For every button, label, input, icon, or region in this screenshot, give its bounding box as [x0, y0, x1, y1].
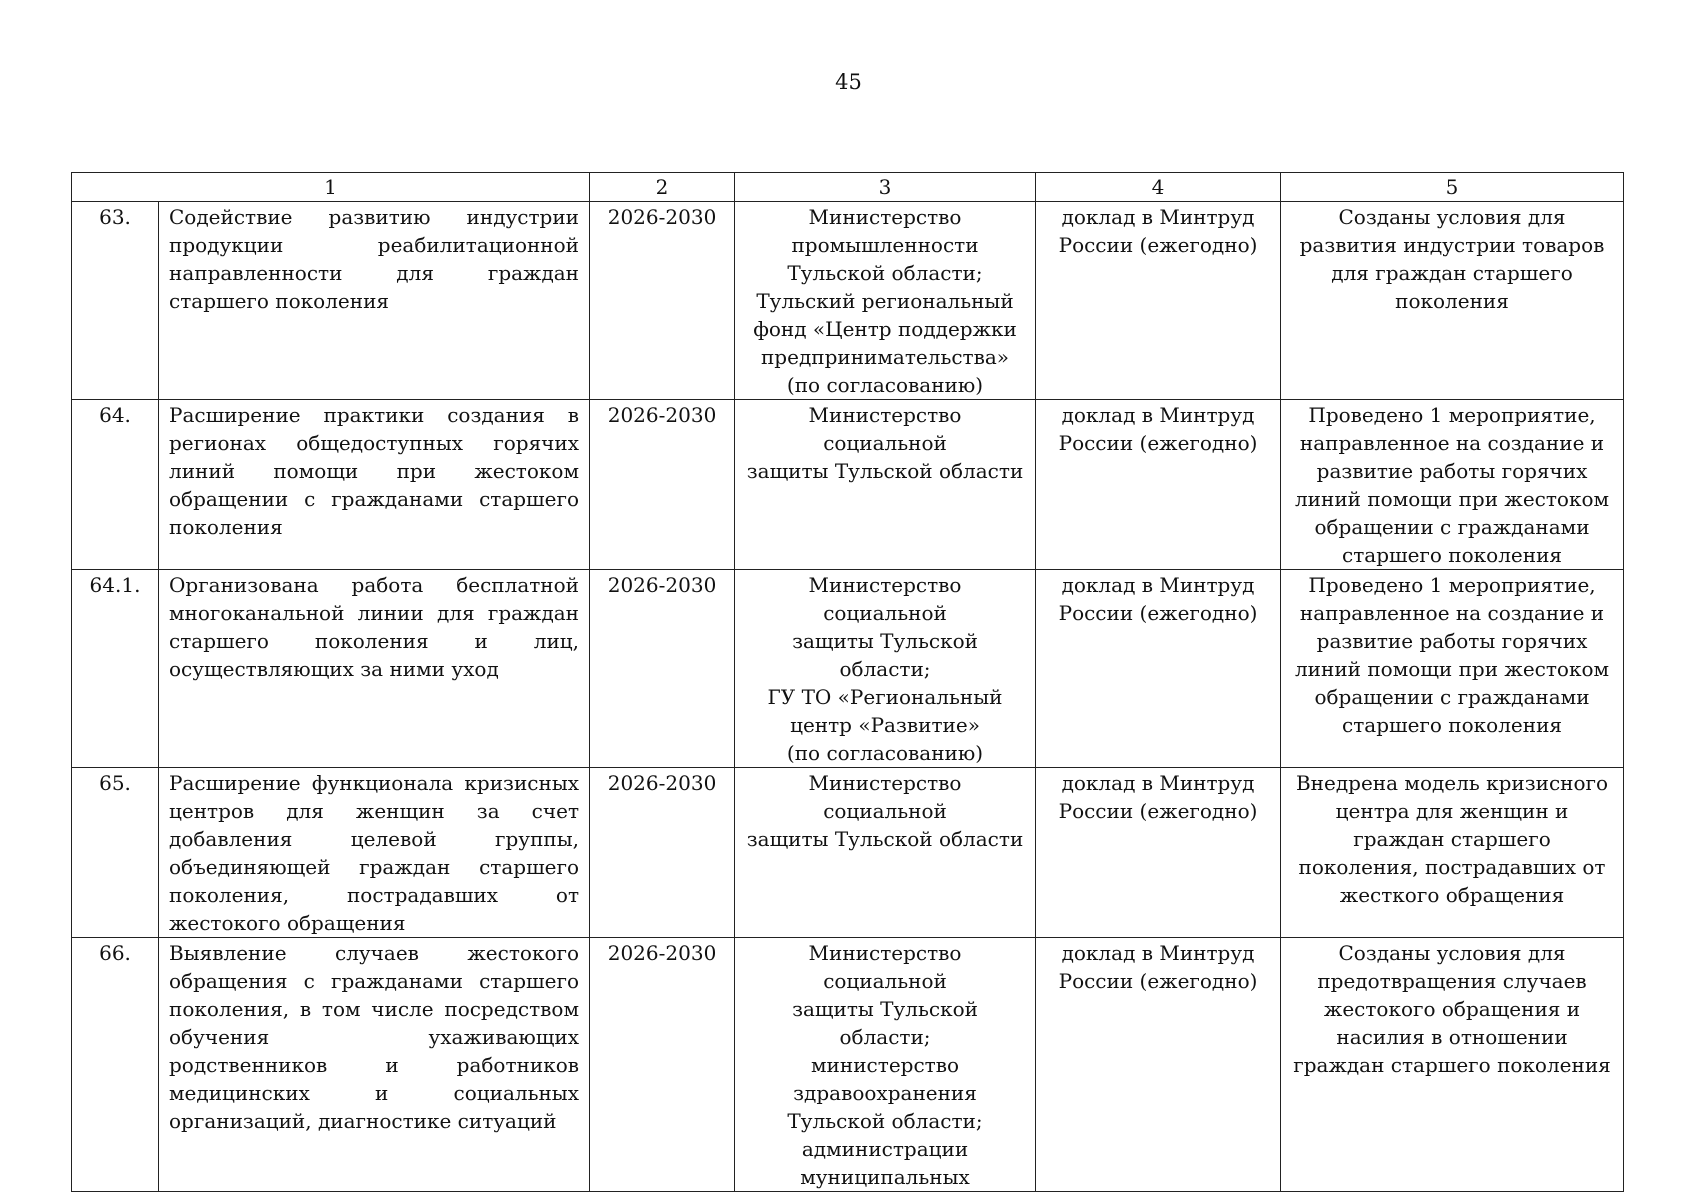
row-number: 63.	[72, 202, 159, 400]
executor-line: Министерство	[808, 205, 962, 229]
header-cell-4: 4	[1036, 173, 1281, 202]
row-report: доклад в Минтруд России (ежегодно)	[1036, 768, 1281, 938]
executor-line: Министерство социальной	[808, 941, 962, 993]
table-header-row	[72, 173, 1624, 202]
table-row	[72, 570, 1624, 768]
executor-line: Министерство социальной	[808, 403, 962, 455]
row-executors	[735, 570, 1036, 768]
row-activity: Расширение функционала кризисных центров для женщин за счет добавления целевой группы, объединяющей граждан старшего поколения, пострадавших от жестокого обращения	[159, 768, 590, 938]
row-activity: Содействие развитию индустрии продукции реабилитационной направленности для граждан старшего поколения	[159, 202, 590, 400]
row-report: доклад в Минтруд России (ежегодно)	[1036, 570, 1281, 768]
row-report: доклад в Минтруд России (ежегодно)	[1036, 400, 1281, 570]
executor-line: Министерство социальной	[808, 771, 962, 823]
row-number: 64.1.	[72, 570, 159, 768]
executor-line: Тульской области;	[787, 1109, 983, 1133]
row-executors	[735, 938, 1036, 1192]
executor-line: промышленности	[791, 233, 979, 257]
executor-line: (по согласованию)	[786, 373, 984, 397]
header-cell-1: 1	[72, 173, 590, 202]
executor-line: министерство	[811, 1053, 960, 1077]
row-result: Проведено 1 мероприятие, направленное на создание и развитие работы горячих линий помощи при жестоком обращении с гражданами старшего поколения	[1281, 570, 1624, 768]
executor-line: (по согласованию)	[786, 741, 984, 765]
row-number: 65.	[72, 768, 159, 938]
executor-line: защиты Тульской области;	[792, 629, 978, 681]
row-report: доклад в Минтруд России (ежегодно)	[1036, 938, 1281, 1192]
row-result: Внедрена модель кризисного центра для женщин и граждан старшего поколения, пострадавших от жесткого обращения	[1281, 768, 1624, 938]
header-cell-2: 2	[590, 173, 735, 202]
table-row	[72, 938, 1624, 1192]
row-result: Созданы условия для развития индустрии товаров для граждан старшего поколения	[1281, 202, 1624, 400]
row-executors	[735, 202, 1036, 400]
page-number: 45	[835, 70, 862, 94]
row-activity: Организована работа бесплатной многоканальной линии для граждан старшего поколения и лиц, осуществляющих за ними уход	[159, 570, 590, 768]
row-number: 64.	[72, 400, 159, 570]
table-row	[72, 768, 1624, 938]
executor-line: центр «Развитие»	[790, 713, 980, 737]
action-plan-table	[71, 172, 1624, 1192]
executor-line: защиты Тульской области	[746, 827, 1024, 851]
executor-line: администрации	[801, 1137, 969, 1161]
executor-line: ГУ ТО «Региональный	[767, 685, 1003, 709]
executor-line: здравоохранения	[793, 1081, 977, 1105]
header-cell-5: 5	[1281, 173, 1624, 202]
row-period: 2026-2030	[590, 768, 735, 938]
row-period: 2026-2030	[590, 202, 735, 400]
row-activity: Выявление случаев жестокого обращения с гражданами старшего поколения, в том числе посредством обучения ухаживающих родственников и работников медицинских и социальных организаций, диагностике ситуаций	[159, 938, 590, 1192]
header-cell-3: 3	[735, 173, 1036, 202]
row-executors	[735, 768, 1036, 938]
row-activity: Расширение практики создания в регионах общедоступных горячих линий помощи при жестоком обращении с гражданами старшего поколения	[159, 400, 590, 570]
table-row	[72, 400, 1624, 570]
row-period: 2026-2030	[590, 570, 735, 768]
executor-line: защиты Тульской области;	[792, 997, 978, 1049]
table-row	[72, 202, 1624, 400]
row-result: Созданы условия для предотвращения случаев жестокого обращения и насилия в отношении граждан старшего поколения	[1281, 938, 1624, 1192]
executor-line: муниципальных	[800, 1165, 970, 1189]
executor-line: Тульской области;	[787, 261, 983, 285]
executor-line: защиты Тульской области	[746, 459, 1024, 483]
row-result: Проведено 1 мероприятие, направленное на создание и развитие работы горячих линий помощи при жестоком обращении с гражданами старшего поколения	[1281, 400, 1624, 570]
row-report: доклад в Минтруд России (ежегодно)	[1036, 202, 1281, 400]
row-number: 66.	[72, 938, 159, 1192]
executor-line: фонд «Центр поддержки	[753, 317, 1017, 341]
row-period: 2026-2030	[590, 400, 735, 570]
executor-line: Тульский региональный	[756, 289, 1014, 313]
row-executors	[735, 400, 1036, 570]
executor-line: Министерство социальной	[808, 573, 962, 625]
executor-line: предпринимательства»	[760, 345, 1010, 369]
row-period: 2026-2030	[590, 938, 735, 1192]
